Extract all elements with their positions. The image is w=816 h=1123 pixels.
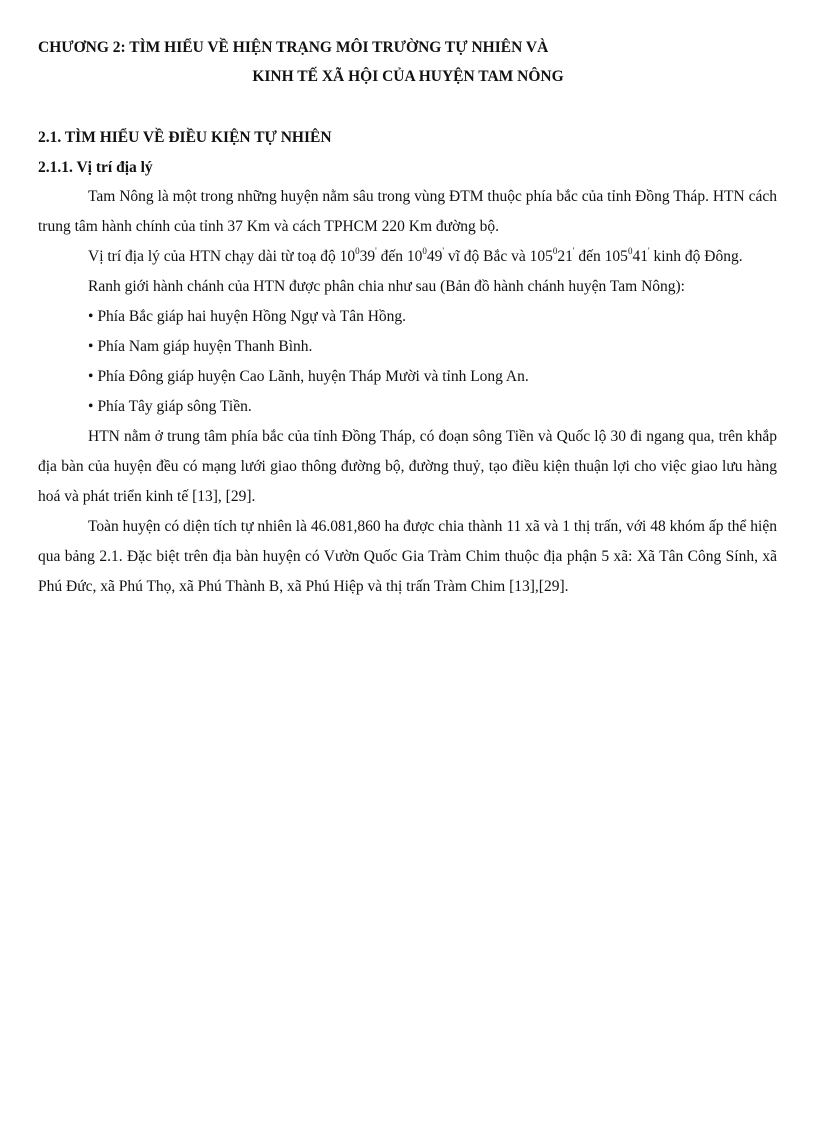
list-item [38,302,777,332]
paragraph-location: Tam Nông là một trong những huyện nằm sâu trong vùng ĐTM thuộc phía bắc của tỉnh Đồng Tháp. HTN cách trung tâm hành chính của tỉnh 37 Km và cách TPHCM 220 Km đường bộ. [38,188,777,235]
coord-text: vĩ độ Bắc và 105 [444,248,553,265]
list-item [38,362,777,392]
body-text [38,182,777,602]
coord-minute: ' [572,246,575,256]
coord-text: 39 [359,248,376,265]
bullet-icon: • [88,338,94,355]
coord-degree: 0 [422,246,427,256]
coord-degree: 0 [552,246,558,256]
coord-text: 41 [632,248,648,265]
chapter-title [38,33,778,91]
coord-text: 49 [426,248,443,265]
coord-degree: 0 [627,246,633,256]
bullet-icon: • [88,368,94,385]
paragraph-area: Toàn huyện có diện tích tự nhiên là 46.081,860 ha được chia thành 11 xã và 1 thị trấn, với 48 khóm ấp thể hiện qua bảng 2.1. Đặc biệt trên địa bàn huyện có Vườn Quốc Gia Tràm Chim thuộc địa phận 5 xã: Xã Tân Công Sính, xã Phú Đức, xã Phú Thọ, xã Phú Thành B, xã Phú Hiệp và thị trấn Tràm Chim [13],[29]. [38,518,777,595]
coord-text: đến 105 [574,248,628,265]
list-item-text: Phía Nam giáp huyện Thanh Bình. [97,338,313,355]
paragraph-boundaries: Ranh giới hành chánh của HTN được phân chia như sau (Bản đồ hành chánh huyện Tam Nông): [88,278,685,295]
coord-text: Vị trí địa lý của HTN chạy dài từ toạ độ 10 [88,248,356,265]
bullet-icon: • [88,398,94,415]
chapter-title-line-2: KINH TẾ XÃ HỘI CỦA HUYỆN TAM NÔNG [252,68,564,85]
coord-text: đến 10 [376,248,423,265]
coord-minute: ' [375,246,377,256]
coord-text: kinh độ Đông. [649,248,743,265]
coord-text: 21 [557,248,573,265]
subsection-heading: 2.1.1. Vị trí địa lý [38,159,153,176]
chapter-title-line-1: CHƯƠNG 2: TÌM HIỂU VỀ HIỆN TRẠNG MÔI TRƯỜNG TỰ NHIÊN VÀ [38,39,549,56]
list-item [38,392,777,422]
list-item [38,332,777,362]
list-item-text: Phía Tây giáp sông Tiền. [97,398,252,415]
coord-degree: 0 [355,246,360,256]
list-item-text: Phía Bắc giáp hai huyện Hồng Ngự và Tân Hồng. [97,308,407,325]
coord-minute: ' [442,246,444,256]
list-item-text: Phía Đông giáp huyện Cao Lãnh, huyện Tháp Mười và tỉnh Long An. [97,368,529,385]
paragraph-center: HTN nằm ở trung tâm phía bắc của tỉnh Đồng Tháp, có đoạn sông Tiền và Quốc lộ 30 đi ngang qua, trên khắp địa bàn của huyện đều có mạng lưới giao thông đường bộ, đường thuỷ, tạo điều kiện thuận lợi cho việc giao lưu hàng hoá và phát triển kinh tế [13], [29]. [38,428,777,505]
section-heading: 2.1. TÌM HIỂU VỀ ĐIỀU KIỆN TỰ NHIÊN [38,129,332,146]
bullet-icon: • [88,308,94,325]
coord-minute: ' [647,246,650,256]
paragraph-coordinates [38,242,777,272]
